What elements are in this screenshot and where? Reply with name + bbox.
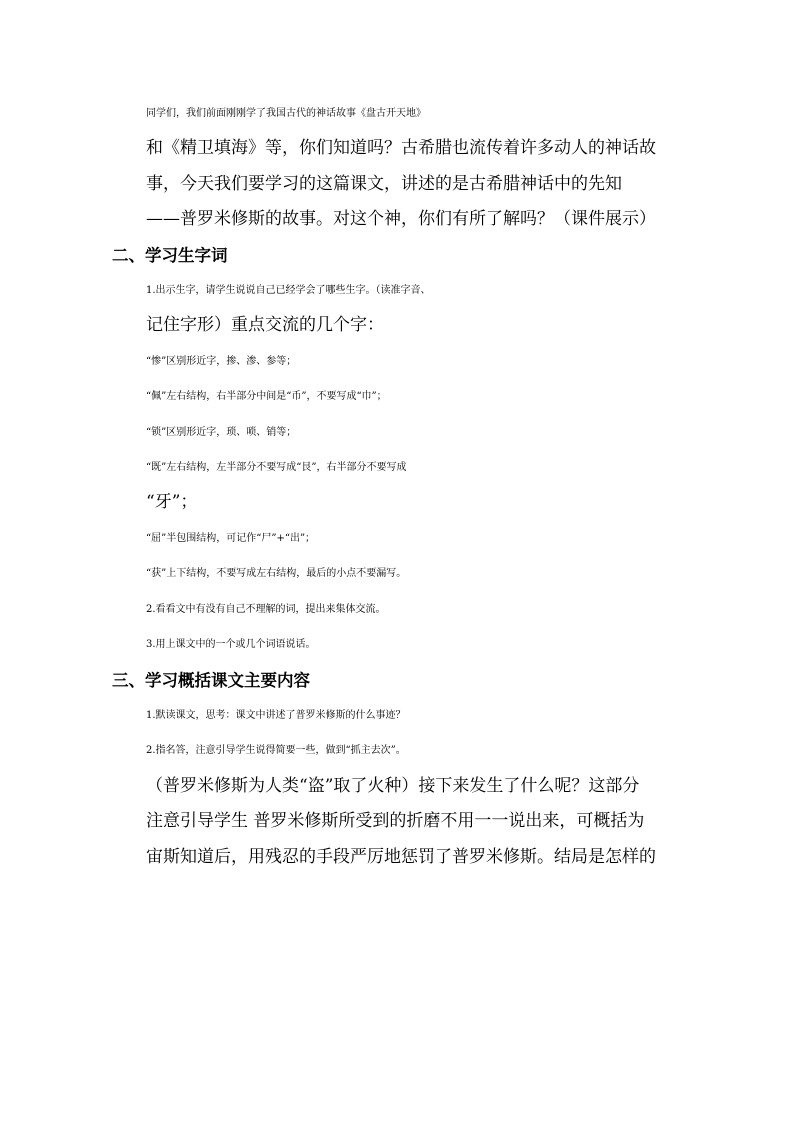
text-line: “惨”区别形近字，掺、渗、参等； (146, 355, 297, 367)
text-line: 2.指名答，注意引导学生说得简要一些，做到“抓主去次”。 (146, 745, 406, 757)
text-line: 3.用上课文中的一个或几个词语说话。 (146, 639, 316, 651)
paragraph (112, 379, 678, 414)
section-heading (112, 238, 678, 273)
text-line: 注意引导学生 普罗米修斯所受到的折磨不用一一说出来，可概括为 (146, 811, 645, 832)
text-line: 事，今天我们要学习的这篇课文，讲述的是古希腊神话中的先知 (146, 173, 622, 194)
document-body (112, 96, 678, 875)
text-line: 同学们，我们前面刚刚学了我国古代的神话故事《盘古开天地》 (146, 108, 426, 119)
text-line: 记住字形）重点交流的几个字： (146, 315, 384, 336)
paragraph (112, 521, 678, 556)
paragraph (112, 415, 678, 450)
text-line: 1.出示生字，请学生说说自己已经学会了哪些生字。（读准字音、 (146, 285, 431, 297)
paragraph (112, 627, 678, 662)
paragraph (112, 556, 678, 591)
text-line: “获”上下结构，不要写成左右结构，最后的小点不要漏写。 (146, 568, 407, 580)
paragraph (112, 592, 678, 627)
text-line: “牙”； (146, 492, 198, 513)
text-line: 三、学习概括课文主要内容 (112, 670, 310, 690)
paragraph (112, 96, 678, 238)
paragraph (112, 698, 678, 733)
section-heading (112, 663, 678, 698)
text-line: “既”左右结构，左半部分不要写成“艮”，右半部分不要写成 (146, 462, 407, 474)
text-line: “屈”半包围结构，可记作“尸”+“出”； (146, 532, 316, 544)
text-line: 宙斯知道后，用残忍的手段严厉地惩罚了普罗米修斯。结局是怎样的 (146, 846, 656, 867)
text-line: “佩”左右结构，右半部分中间是“币”，不要写成“巾”； (146, 391, 387, 403)
text-line: 2.看看文中有没有自己不理解的词，提出来集体交流。 (146, 603, 386, 615)
paragraph (112, 733, 678, 875)
text-line: “锁”区别形近字，琐、唢、销等； (146, 426, 297, 438)
paragraph (112, 450, 678, 521)
paragraph (112, 344, 678, 379)
paragraph (112, 273, 678, 344)
text-line: （普罗米修斯为人类“盗”取了火种）接下来发生了什么呢？这部分 (146, 775, 640, 796)
text-line: ——普罗米修斯的故事。对这个神，你们有所了解吗？（课件展示） (146, 209, 656, 230)
text-line: 和《精卫填海》等，你们知道吗？古希腊也流传着许多动人的神话故 (146, 138, 656, 159)
text-line: 二、学习生字词 (112, 245, 228, 265)
text-line: 1.默读课文，思考：课文中讲述了普罗米修斯的什么事迹？ (146, 709, 406, 721)
